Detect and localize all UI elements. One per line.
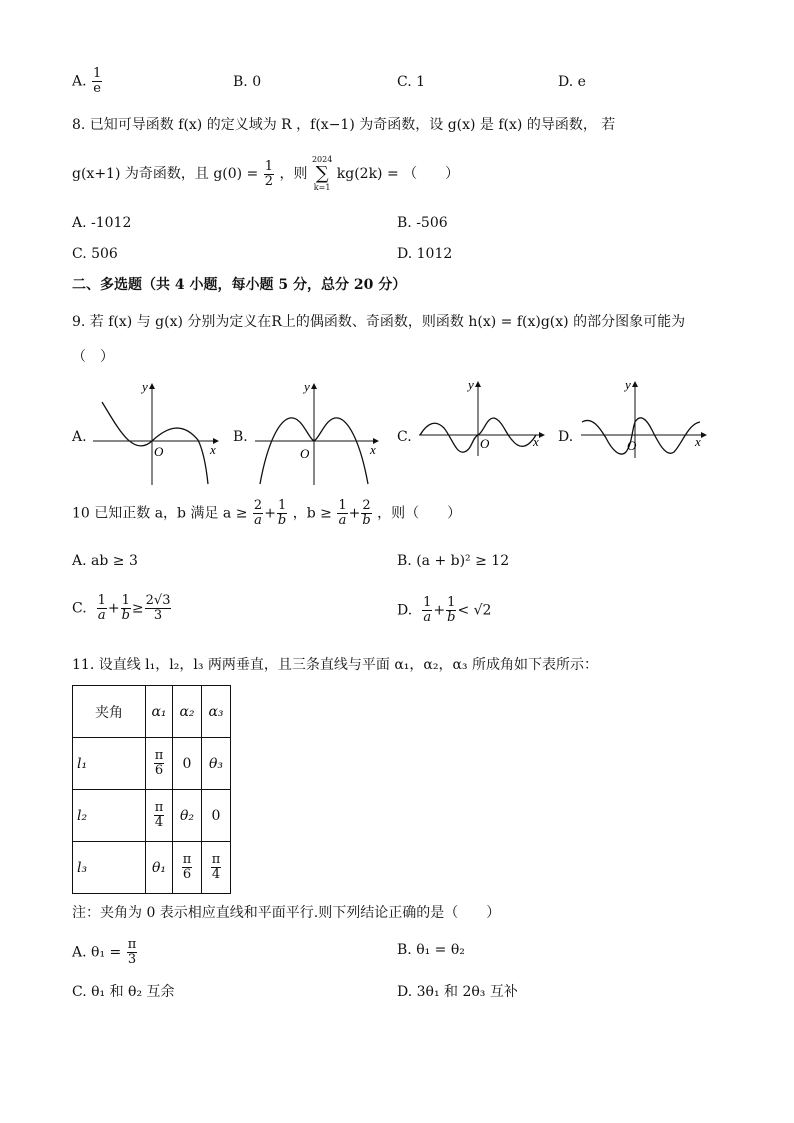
q11-option-c: C. θ₁ 和 θ₂ 互余	[72, 984, 175, 1000]
graph-a	[88, 380, 228, 488]
table-cell: $\frac{\pi}{6}$	[173, 842, 202, 894]
table-cell: θ₁	[146, 842, 173, 894]
table-cell: l₂	[73, 790, 146, 842]
q7-option-d: D. e	[558, 74, 586, 90]
table-cell: θ₂	[173, 790, 202, 842]
table-cell: l₃	[73, 842, 146, 894]
graph-b	[250, 380, 385, 488]
x-label: x	[210, 442, 216, 457]
q11-stem: 11. 设直线 l₁，l₂，l₃ 两两垂直，且三条直线与平面 α₁，α₂，α₃ 所成角如下表所示：	[72, 657, 598, 673]
origin-label: O	[300, 446, 310, 461]
table-header-row	[73, 686, 231, 738]
curve	[102, 402, 208, 484]
graph-c-label: C.	[397, 429, 412, 445]
angle-table	[72, 685, 231, 894]
table-cell: α₁	[146, 686, 173, 738]
q7-option-b: B. 0	[233, 74, 262, 90]
table-row	[73, 790, 231, 842]
section-title: 二、多选题（共 4 小题，每小题 5 分，总分 20 分）	[72, 277, 407, 293]
q10-option-b: B. (a + b)² ≥ 12	[397, 553, 510, 569]
summation: 2024 ∑ k=1	[311, 155, 333, 192]
table-cell: $\frac{\pi}{6}$	[146, 738, 173, 790]
table-row	[73, 842, 231, 894]
table-cell: α₃	[202, 686, 231, 738]
table-cell: 0	[173, 738, 202, 790]
q8-option-a: A. -1012	[72, 215, 132, 231]
table-cell: α₂	[173, 686, 202, 738]
origin-label: O	[154, 444, 164, 459]
q8-stem-line2: g(x+1) 为奇函数，且 g(0) = $\frac{1}{2}$ ，则 2024 ∑ k=1 kg(2k) = （ ）	[72, 155, 460, 192]
curve	[582, 418, 700, 454]
q7-option-a: A. $\frac{1}{e}$	[72, 66, 102, 96]
graph-d-label: D.	[558, 429, 574, 445]
table-cell: l₁	[73, 738, 146, 790]
q11-option-a: A. θ₁ = $\frac{\pi}{3}$	[72, 937, 137, 967]
y-label: y	[468, 378, 474, 392]
x-label: x	[370, 442, 376, 457]
q11-note: 注：夹角为 0 表示相应直线和平面平行.则下列结论正确的是（ ）	[72, 905, 501, 921]
fraction: $\frac{1}{e}$	[93, 66, 102, 96]
q11-option-b: B. θ₁ = θ₂	[397, 942, 465, 958]
origin-label: O	[480, 436, 490, 451]
q10-option-c: C. $\frac{1}{a}$ + $\frac{1}{b}$ ≥ $\frac{2√3}{3}$	[72, 593, 171, 623]
table-cell: 0	[202, 790, 231, 842]
graph-c	[414, 378, 549, 458]
x-label: x	[533, 434, 539, 449]
graph-a-label: A.	[72, 429, 87, 445]
q11-option-d: D. 3θ₁ 和 2θ₃ 互补	[397, 984, 518, 1000]
graph-d	[576, 378, 711, 462]
origin-label: O	[627, 438, 637, 453]
q7-option-c: C. 1	[397, 74, 426, 90]
q8-stem-line1: 8. 已知可导函数 f(x) 的定义域为 R ，f(x−1) 为奇函数，设 g(x) 是 f(x) 的导函数， 若	[72, 117, 616, 133]
table-row	[73, 738, 231, 790]
q10-option-d: D. $\frac{1}{a}$ + $\frac{1}{b}$ < √2	[397, 595, 492, 625]
fraction-half: $\frac{1}{2}$	[264, 158, 274, 189]
y-label: y	[625, 378, 631, 392]
y-label: y	[304, 380, 310, 394]
graph-b-label: B.	[233, 429, 248, 445]
q8-option-c: C. 506	[72, 246, 118, 262]
q8-option-d: D. 1012	[397, 246, 453, 262]
table-cell: 夹角	[73, 686, 146, 738]
q10-option-a: A. ab ≥ 3	[72, 553, 138, 569]
x-label: x	[695, 434, 701, 449]
table-cell: $\frac{\pi}{4}$	[202, 842, 231, 894]
table-cell: $\frac{\pi}{4}$	[146, 790, 173, 842]
table-cell: θ₃	[202, 738, 231, 790]
q9-stem-line1: 9. 若 f(x) 与 g(x) 分别为定义在R上的偶函数、奇函数，则函数 h(x) = f(x)g(x) 的部分图象可能为	[72, 314, 686, 330]
q10-stem: 10 已知正数 a，b 满足 a ≥ $\frac{2}{a}$ + $\frac{1}{b}$ ，b ≥ $\frac{1}{a}$ + $\frac{2}{b}$ ，则（ ）	[72, 498, 462, 528]
q8-option-b: B. -506	[397, 215, 448, 231]
q9-stem-line2: （ ）	[72, 349, 114, 365]
y-label: y	[142, 380, 148, 394]
